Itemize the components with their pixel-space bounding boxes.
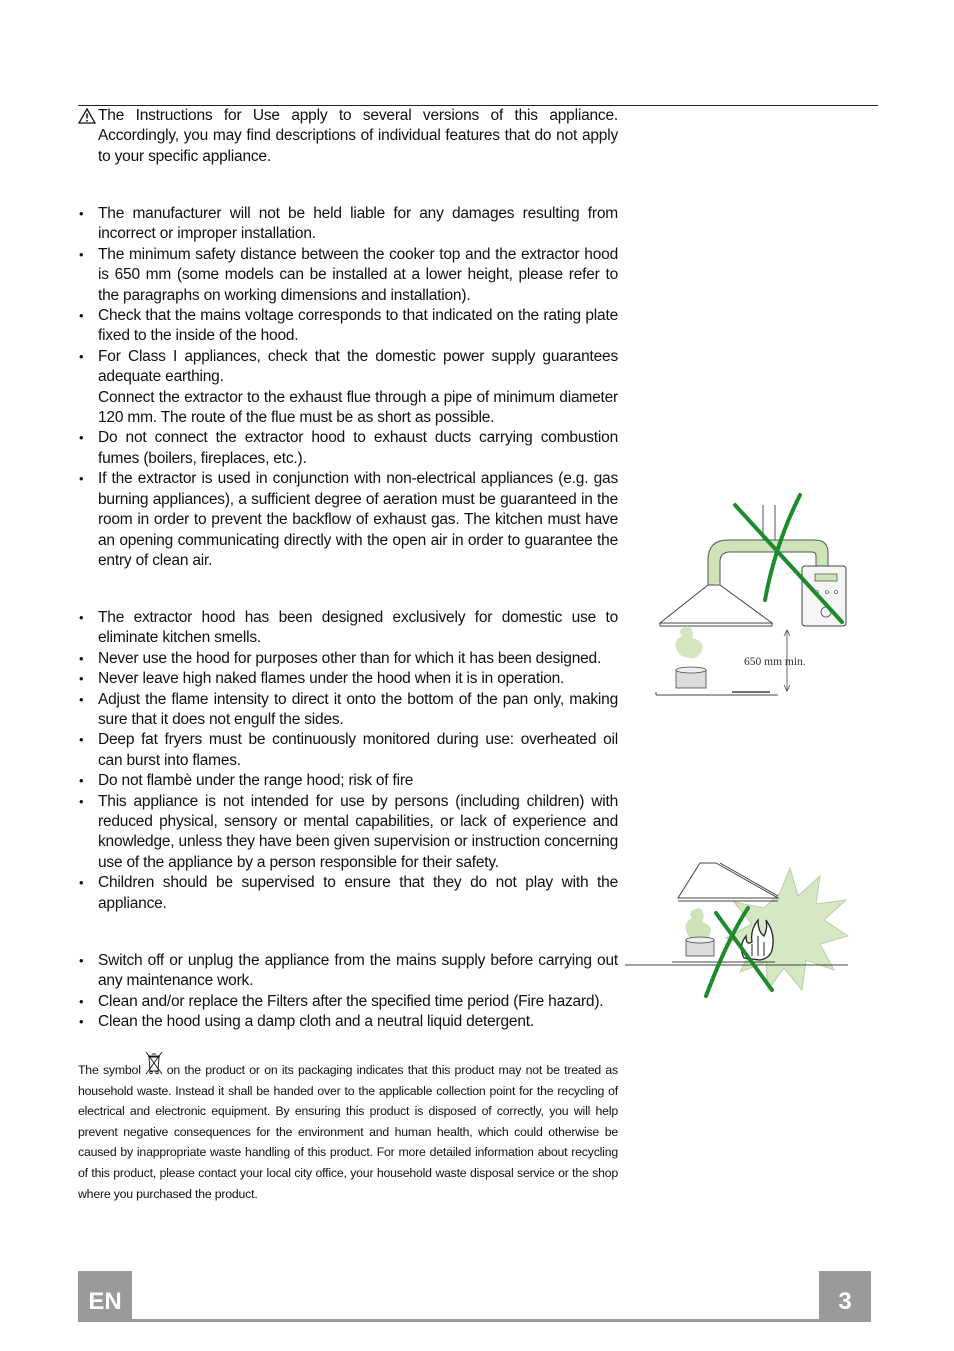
- list-item: • Clean the hood using a damp cloth and a neutral liquid detergent.: [78, 1012, 618, 1032]
- maintenance-section: [78, 951, 618, 1033]
- warning-note: [78, 106, 618, 167]
- list-item: • Never leave high naked flames under the hood when it is in operation.: [78, 669, 618, 689]
- list-item: • Check that the mains voltage corresponds to that indicated on the rating plate fixed to the inside of the hood.: [78, 306, 618, 347]
- list-item: • The manufacturer will not be held liable for any damages resulting from incorrect or improper installation.: [78, 204, 618, 245]
- installation-section: [78, 204, 618, 571]
- list-item: • Deep fat fryers must be continuously monitored during use: overheated oil can burst into flames.: [78, 730, 618, 771]
- list-item: • If the extractor is used in conjunction with non-electrical appliances (e.g. gas burning appliances), a sufficient degree of aeration must be guaranteed in the room in order to prevent the backflow of exhaust gas. The kitchen must have an opening communicating directly with the open air in order to guarantee the entry of clean air.: [78, 469, 618, 571]
- page-number: 3: [819, 1271, 871, 1321]
- crossed-bin-icon: [144, 1050, 164, 1076]
- warning-note-text: The Instructions for Use apply to several versions of this appliance. Accordingly, you may find descriptions of individual features that do not apply to your specific appliance.: [98, 107, 618, 165]
- footer-rule: [78, 1319, 871, 1322]
- weee-prefix: The symbol: [78, 1063, 141, 1077]
- hood-illustration: [678, 863, 778, 901]
- list-item: • Never use the hood for purposes other than for which it has been designed.: [78, 649, 618, 669]
- distance-label: 650 mm min.: [744, 656, 806, 668]
- hood-illustration: [660, 585, 772, 626]
- list-item: • The extractor hood has been designed exclusively for domestic use to eliminate kitchen smells.: [78, 608, 618, 649]
- list-item: • Adjust the flame intensity to direct it onto the bottom of the pan only, making sure that it does not engulf the sides.: [78, 690, 618, 731]
- list-item: • Do not flambè under the range hood; risk of fire: [78, 771, 618, 791]
- use-section: [78, 608, 618, 914]
- language-badge: EN: [78, 1271, 132, 1321]
- list-item: • This appliance is not intended for use by persons (including children) with reduced physical, sensory or mental capabilities, or lack of experience and knowledge, unless they have been given supervision or instruction concerning use of the appliance by a person responsible for their safety.: [78, 792, 618, 874]
- list-item: • The minimum safety distance between the cooker top and the extractor hood is 650 mm (some models can be installed at a lower height, please refer to the paragraphs on working dimensions and installation).: [78, 245, 618, 306]
- warning-triangle-icon: [78, 108, 96, 124]
- list-item: • For Class I appliances, check that the domestic power supply guarantees adequate earthing. Connect the extractor to the exhaust flue through a pipe of minimum diameter 120 mm. The route of the flue must be as short as possible.: [78, 347, 618, 429]
- flambe-warning-figure: [620, 858, 855, 1003]
- flue-connection-figure: [650, 490, 850, 705]
- list-item: • Do not connect the extractor hood to exhaust ducts carrying combustion fumes (boilers, fireplaces, etc.).: [78, 428, 618, 469]
- weee-note: [78, 1050, 618, 1204]
- list-item: • Clean and/or replace the Filters after the specified time period (Fire hazard).: [78, 992, 618, 1012]
- weee-text: on the product or on its packaging indicates that this product may not be treated as household waste. Instead it shall be handed over to the applicable collection point for the recycling of electrical and electronic equipment. By ensuring this product is disposed of correctly, you will help prevent negative consequences for the environment and human health, which could otherwise be caused by inappropriate waste handling of this product. For more detailed information about recycling of this product, please contact your local city office, your household waste disposal service or the shop where you purchased the product.: [78, 1063, 618, 1201]
- list-item: • Children should be supervised to ensure that they do not play with the appliance.: [78, 873, 618, 914]
- list-item-extra: Connect the extractor to the exhaust flue through a pipe of minimum diameter 120 mm. The route of the flue must be as short as possible.: [98, 388, 618, 427]
- list-item: • Switch off or unplug the appliance from the mains supply before carrying out any maintenance work.: [78, 951, 618, 992]
